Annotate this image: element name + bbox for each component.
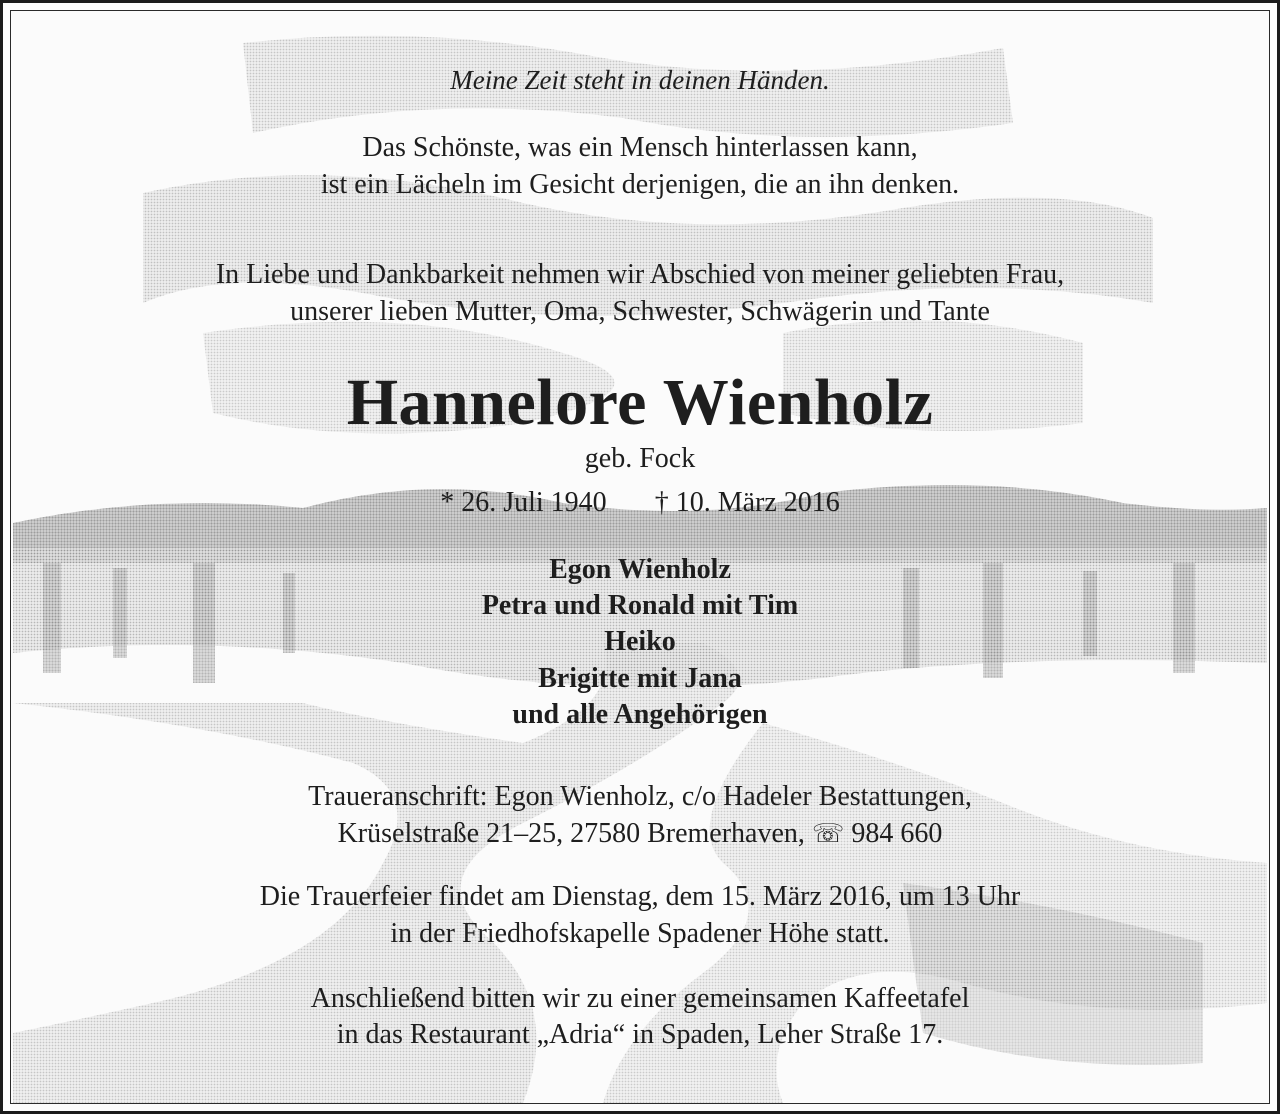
motto: Meine Zeit steht in deinen Händen. [450,65,830,95]
mourner-name: Brigitte mit Jana [538,663,742,694]
death-date: † 10. März 2016 [654,487,840,518]
reception-line-1: Anschließend bitten wir zu einer gemeinsamen Kaffeetafel [310,983,970,1014]
birth-date: * 26. Juli 1940 [440,487,607,518]
mourning-address-line-1: Traueranschrift: Egon Wienholz, c/o Hadeler Bestattungen, [308,781,972,812]
intro-line-2: unserer lieben Mutter, Oma, Schwester, Schwägerin und Tante [290,296,990,327]
notice-text [3,3,1277,1111]
mourner-name: Egon Wienholz [549,554,731,585]
phone-number: 984 660 [851,818,943,849]
funeral-line-1: Die Trauerfeier findet am Dienstag, dem 15. März 2016, um 13 Uhr [259,881,1021,912]
street-address: Krüselstraße 21–25, 27580 Bremerhaven, [337,818,805,849]
mourner-name: Heiko [604,626,676,657]
mourner-name: Petra und Ronald mit Tim [481,590,799,621]
reception-line-2: in das Restaurant „Adria“ in Spaden, Leher Straße 17. [336,1019,944,1050]
intro-line-1: In Liebe und Dankbarkeit nehmen wir Abschied von meiner geliebten Frau, [215,259,1065,290]
deceased-name: Hannelore Wienholz [346,366,934,439]
mourner-name: und alle Angehörigen [512,699,768,730]
mourning-address-line-2 [3,815,1277,852]
quote-line-1: Das Schönste, was ein Mensch hinterlassen kann, [362,132,918,163]
maiden-name: geb. Fock [584,443,696,474]
quote-line-2: ist ein Lächeln im Gesicht derjenigen, die an ihn denken. [320,169,960,200]
funeral-line-2: in der Friedhofskapelle Spadener Höhe statt. [390,918,890,949]
telephone-icon: ☏ [811,819,845,848]
life-dates [3,487,1277,519]
